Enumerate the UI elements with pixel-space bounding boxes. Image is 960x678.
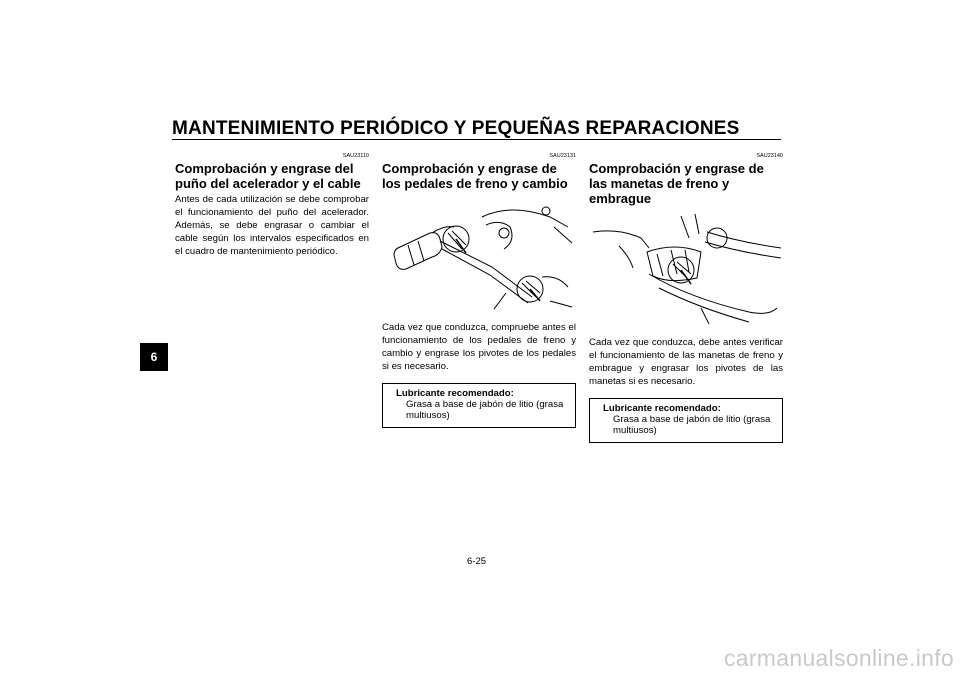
pedal-pivot-illustration: [382, 197, 576, 313]
section-pedals: [382, 153, 576, 428]
page-header-title: MANTENIMIENTO PERIÓDICO Y PEQUEÑAS REPARACIONES: [172, 118, 740, 139]
chapter-tab: 6: [140, 343, 168, 371]
header-rule: [172, 139, 781, 140]
section-body: Antes de cada utilización se debe comprobar el funcionamiento del puño del acelerador. Además, se debe engrasar o cambiar el cable según los intervalos especificados en el cuadro de mantenimiento periódico.: [175, 194, 369, 257]
section-code: SAU23140: [756, 153, 783, 159]
section-throttle: [175, 153, 369, 258]
section-heading: Comprobación y engrase del puño del acelerador y el cable: [175, 161, 361, 191]
page-number: 6-25: [467, 556, 487, 567]
section-code: SAU23110: [342, 153, 369, 159]
section-code: SAU23131: [549, 153, 576, 159]
section-body: Cada vez que conduzca, compruebe antes el funcionamiento de los pedales de freno y cambio y engrase los pivotes de los pedales si es necesario.: [382, 322, 576, 372]
lubricant-label: Lubricante recomendado:: [396, 388, 514, 399]
lubricant-label: Lubricante recomendado:: [603, 403, 721, 414]
lubricant-box: [382, 383, 576, 428]
lever-pivot-illustration: [589, 212, 783, 328]
section-heading: Comprobación y engrase de los pedales de freno y cambio: [382, 161, 568, 191]
lubricant-value: Grasa a base de jabón de litio (grasa multiusos): [406, 399, 564, 421]
watermark: carmanualsonline.info: [723, 645, 954, 671]
section-heading: Comprobación y engrase de las manetas de freno y embrague: [589, 161, 764, 206]
lubricant-box: [589, 398, 783, 443]
section-body: Cada vez que conduzca, debe antes verificar el funcionamiento de las manetas de freno y embrague y engrasar los pivotes de las manetas si es necesario.: [589, 337, 783, 387]
lubricant-value: Grasa a base de jabón de litio (grasa multiusos): [613, 414, 771, 436]
section-levers: [589, 153, 783, 443]
